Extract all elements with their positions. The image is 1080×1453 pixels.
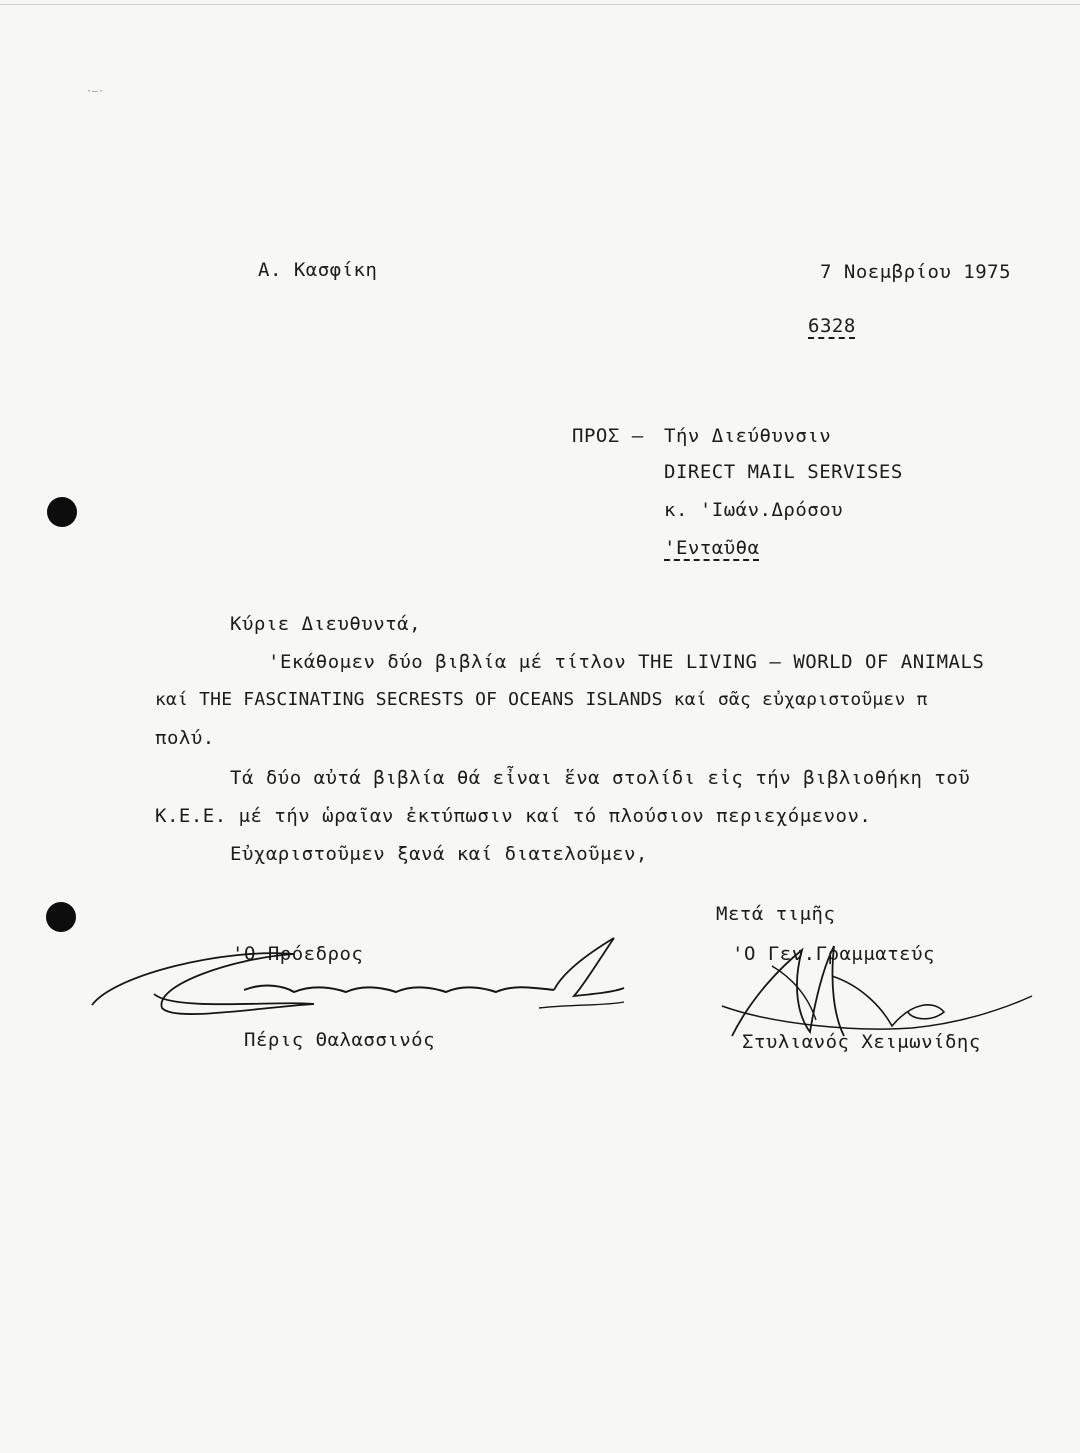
recipient-line-1: Τήν Διεύθυνσιν <box>664 425 832 447</box>
punch-hole-top <box>47 497 77 527</box>
secretary-title: 'Ο Γεν.Γραμματεύς <box>732 943 935 965</box>
recipient-line-2: DIRECT MAIL SERVISES <box>664 461 903 483</box>
body-paragraph-1-line-1: 'Εκάθομεν δύο βιβλία μέ τίτλον THE LIVING – WORLD OF ANIMALS <box>268 651 985 673</box>
sender-initials: Α. Κασφίκη <box>258 259 378 281</box>
closing-regards: Μετά τιμῆς <box>716 903 836 925</box>
secretary-name: Στυλιανός Χειμωνίδης <box>742 1031 981 1053</box>
body-paragraph-3-line-1: Εὐχαριστοῦμεν ξανά καί διατελοῦμεν, <box>230 843 648 865</box>
body-paragraph-1-line-3: πολύ. <box>155 727 215 749</box>
recipient-line-3: κ. 'Ιωάν.Δρόσου <box>664 499 844 521</box>
letter-date: 7 Νοεμβρίου 1975 <box>820 261 1012 283</box>
president-signature <box>84 930 644 1030</box>
president-name: Πέρις Θαλασσινός <box>244 1029 436 1051</box>
recipient-line-4: 'Ενταῦθα <box>664 537 760 559</box>
secretary-signature <box>712 936 1072 1056</box>
punch-hole-bottom <box>46 902 76 932</box>
scan-speck: ·–· <box>86 86 105 97</box>
body-paragraph-2-line-1: Τά δύο αὐτά βιβλία θά εἶναι ἕνα στολίδι εἰς τήν βιβλιοθήκη τοῦ <box>230 767 971 789</box>
reference-number: 6328 <box>808 315 856 337</box>
recipient-prefix: ΠΡΟΣ – <box>572 425 644 447</box>
body-paragraph-2-line-2: Κ.Ε.Ε. μέ τήν ὡραῖαν ἐκτύπωσιν καί τό πλούσιον περιεχόμενον. <box>155 805 872 827</box>
salutation: Κύριε Διευθυντά, <box>230 613 422 635</box>
scan-edge-line <box>0 4 1080 5</box>
president-title: 'Ο Πρόεδρος <box>232 943 364 965</box>
body-paragraph-1-line-2: καί THE FASCINATING SECRESTS OF OCEANS ISLANDS καί σᾶς εὐχαριστοῦμεν π <box>155 689 928 710</box>
